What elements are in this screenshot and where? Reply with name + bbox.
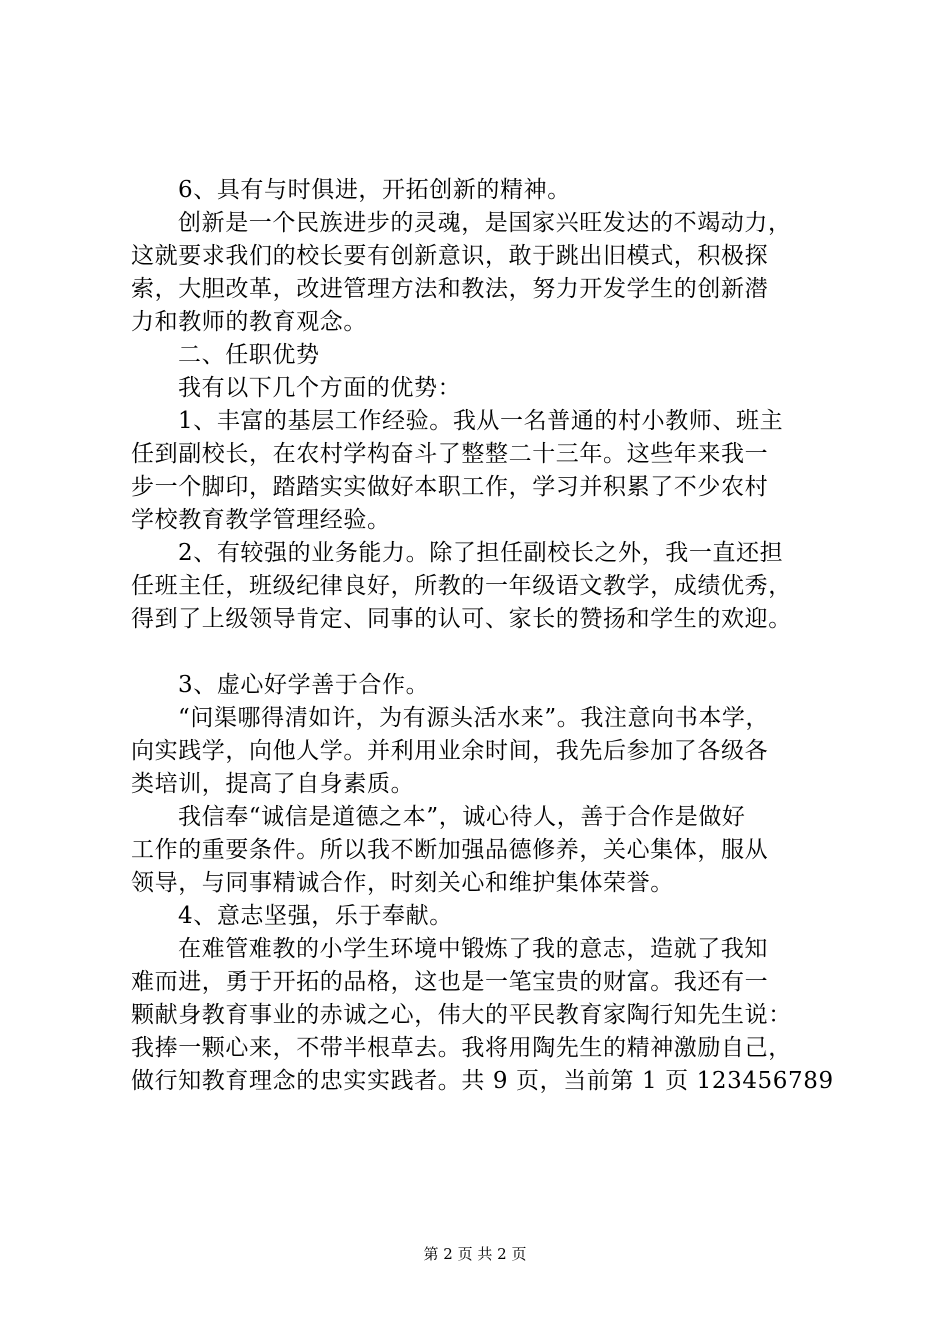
page-footer: 第 2 页 共 2 页 <box>423 1245 527 1263</box>
text-line: 任到副校长，在农村学构奋斗了整整二十三年。这些年来我一 <box>131 441 769 467</box>
text-line: 我信奉“诚信是道德之本”，诚心待人，善于合作是做好 <box>178 804 746 830</box>
text-line: 这就要求我们的校长要有创新意识，敢于跳出旧模式，积极探 <box>131 243 769 269</box>
text-line: 2、有较强的业务能力。除了担任副校长之外，我一直还担 <box>178 540 784 566</box>
text-line: 1、丰富的基层工作经验。我从一名普通的村小教师、班主 <box>178 408 784 434</box>
text-line: 创新是一个民族进步的灵魂，是国家兴旺发达的不竭动力， <box>178 210 792 236</box>
text-line: 向实践学，向他人学。并利用业余时间，我先后参加了各级各 <box>131 738 769 764</box>
text-line: 做行知教育理念的忠实实践者。共 9 页，当前第 1 页 123456789 <box>131 1068 834 1094</box>
text-line: 3、虚心好学善于合作。 <box>178 672 430 698</box>
text-line: 6、具有与时俱进，开拓创新的精神。 <box>178 177 571 203</box>
text-line: 索，大胆改革，改进管理方法和教法，努力开发学生的创新潜 <box>131 276 769 302</box>
text-line: 领导，与同事精诚合作，时刻关心和维护集体荣誉。 <box>131 870 674 896</box>
text-line: 类培训，提高了自身素质。 <box>131 771 415 797</box>
text-line: 4、意志坚强，乐于奉献。 <box>178 903 453 929</box>
text-line: 工作的重要条件。所以我不断加强品德修养，关心集体，服从 <box>131 837 769 863</box>
text-line: 颗献身教育事业的赤诚之心，伟大的平民教育家陶行知先生说： <box>131 1002 792 1028</box>
text-line: “问渠哪得清如许，为有源头活水来”。我注意向书本学， <box>178 705 770 731</box>
text-line: 我捧一颗心来，不带半根草去。我将用陶先生的精神激励自己， <box>131 1035 792 1061</box>
text-line: 任班主任，班级纪律良好，所教的一年级语文教学，成绩优秀， <box>131 573 792 599</box>
text-line: 在难管难教的小学生环境中锻炼了我的意志，造就了我知 <box>178 936 768 962</box>
section-heading: 二、任职优势 <box>178 342 320 368</box>
text-line: 得到了上级领导肯定、同事的认可、家长的赞扬和学生的欢迎。 <box>131 606 792 632</box>
text-line: 难而进，勇于开拓的品格，这也是一笔宝贵的财富。我还有一 <box>131 969 769 995</box>
text-line: 力和教师的教育观念。 <box>131 309 367 335</box>
text-line: 我有以下几个方面的优势： <box>178 375 462 401</box>
text-line: 学校教育教学管理经验。 <box>131 507 391 533</box>
text-line: 步一个脚印，踏踏实实做好本职工作，学习并积累了不少农村 <box>131 474 769 500</box>
